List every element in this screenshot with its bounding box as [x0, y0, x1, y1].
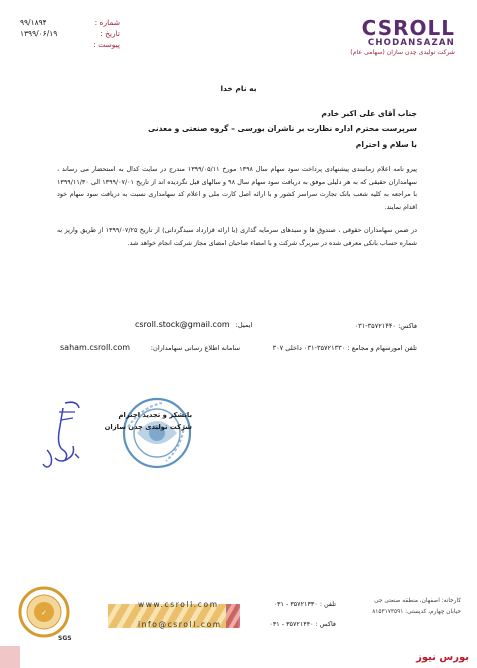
svg-text:✓: ✓	[41, 609, 47, 617]
shareholder-site[interactable]: saham.csroll.com	[60, 343, 131, 352]
footer-tel: تلفن : ۳۵۷۲۱۳۳۰ - ۰۳۱	[273, 600, 336, 608]
letter-date-value: ۱۳۹۹/۰۶/۱۹	[20, 29, 58, 38]
fax-line: فاکس: ۳۵۷۲۱۴۴۰-۰۳۱	[354, 322, 417, 330]
letter-attachment-row	[20, 39, 120, 50]
recipient-title: سرپرست محترم اداره نظارت بر ناشران بورسی – گروه صنعتی و معدنی	[148, 124, 417, 133]
logo-subtitle: CHODANSAZAN	[367, 38, 455, 48]
letter-number-value: ۹۹/۱۸۹۴	[20, 18, 47, 27]
shareholder-phone-line: تلفن امورسهام و مجامع : ۳۵۷۲۱۳۳۰-۰۳۱ داخلی ۳۰۷	[272, 344, 417, 352]
greeting: با سلام و احترام	[355, 140, 417, 149]
footer-website[interactable]: www.csroll.com	[138, 600, 219, 609]
closing-company: شرکت تولیدی چدن سازان	[104, 423, 192, 431]
footer-decor-band-accent	[226, 604, 240, 628]
body-paragraph-1: پیرو نامه اعلام زمانبندی پیشنهادی پرداخت سود سهام سال ۱۳۹۸ مورخ ۱۳۹۹/۰۵/۱۱ مندرج در سایت کدال به استحضار می رساند ، سهامداران حقیقی که به هر دلیلی موفق به دریافت سود سهام سال ۹۸ و سالهای قبل نگردیده اند از تاریخ ۱۳۹۹/۰۷/۰۱ الی ۱۳۹۹/۱۱/۳۰ با مراجعه به کلیه شعب بانک تجارت سراسر کشور و با ارائه اصل کارت ملی و اعلام کد سهامداری نسبت به دریافت سود سهام خود اقدام نمایند.	[57, 165, 418, 211]
company-logo	[323, 18, 455, 58]
corner-fold	[0, 646, 20, 668]
letter-footer	[0, 584, 477, 640]
sgs-certification-seal	[18, 586, 70, 638]
sgs-label: SGS	[58, 635, 72, 642]
recipient-name: جناب آقای علی اکبر خادم	[321, 109, 417, 118]
closing-block	[82, 409, 192, 433]
site-label: سامانه اطلاع رسانی سهامداران:	[150, 344, 240, 352]
email-line	[135, 320, 265, 329]
footer-address-line-2: خیابان چهارم، کدپستی: ۸۱۵۳۱۷۳۵۹۱	[372, 609, 461, 615]
letter-number-row	[20, 17, 120, 28]
letter-date-row	[20, 28, 120, 39]
bismillah-heading: به نام خدا	[220, 84, 257, 93]
email-label: ایمیل:	[235, 320, 253, 329]
footer-email[interactable]: info@csroll.com	[138, 620, 222, 629]
bourse-news-watermark: بورس نیوز	[416, 652, 469, 663]
letter-attachment-label: پیوست :	[93, 40, 120, 49]
footer-address-line-1: کارخانه: اصفهان، منطقه صنعتی جی	[374, 598, 461, 604]
email-address[interactable]: csroll.stock@gmail.com	[135, 320, 230, 329]
footer-fax: فاکس : ۳۵۷۲۱۴۴۰ - ۰۳۱	[269, 620, 336, 628]
company-stamp	[122, 397, 192, 469]
letter-date-label: تاریخ :	[100, 29, 120, 38]
letter-meta	[20, 17, 120, 50]
footer-address	[351, 596, 461, 618]
closing-regards: باتشکر و تجدید احترام	[118, 411, 192, 419]
logo-persian-name: شرکت تولیدی چدن سازان (سهامی عام)	[350, 49, 455, 56]
body-paragraph-2: در ضمن سهامداران حقوقی ، صندوق ها و سبدهای سرمایه گذاری (با ارائه قرارداد سبدگردانی) از تاریخ ۱۳۹۹/۰۷/۲۵ از طریق واریز به شماره حساب بانکی معرفی شده در سربرگ شرکت و با امضاء صاحبان امضای مجاز شرکت انجام خواهد شد.	[57, 226, 418, 247]
logo-mark: CSROLL	[361, 16, 455, 40]
letter-number-label: شماره :	[94, 18, 120, 27]
